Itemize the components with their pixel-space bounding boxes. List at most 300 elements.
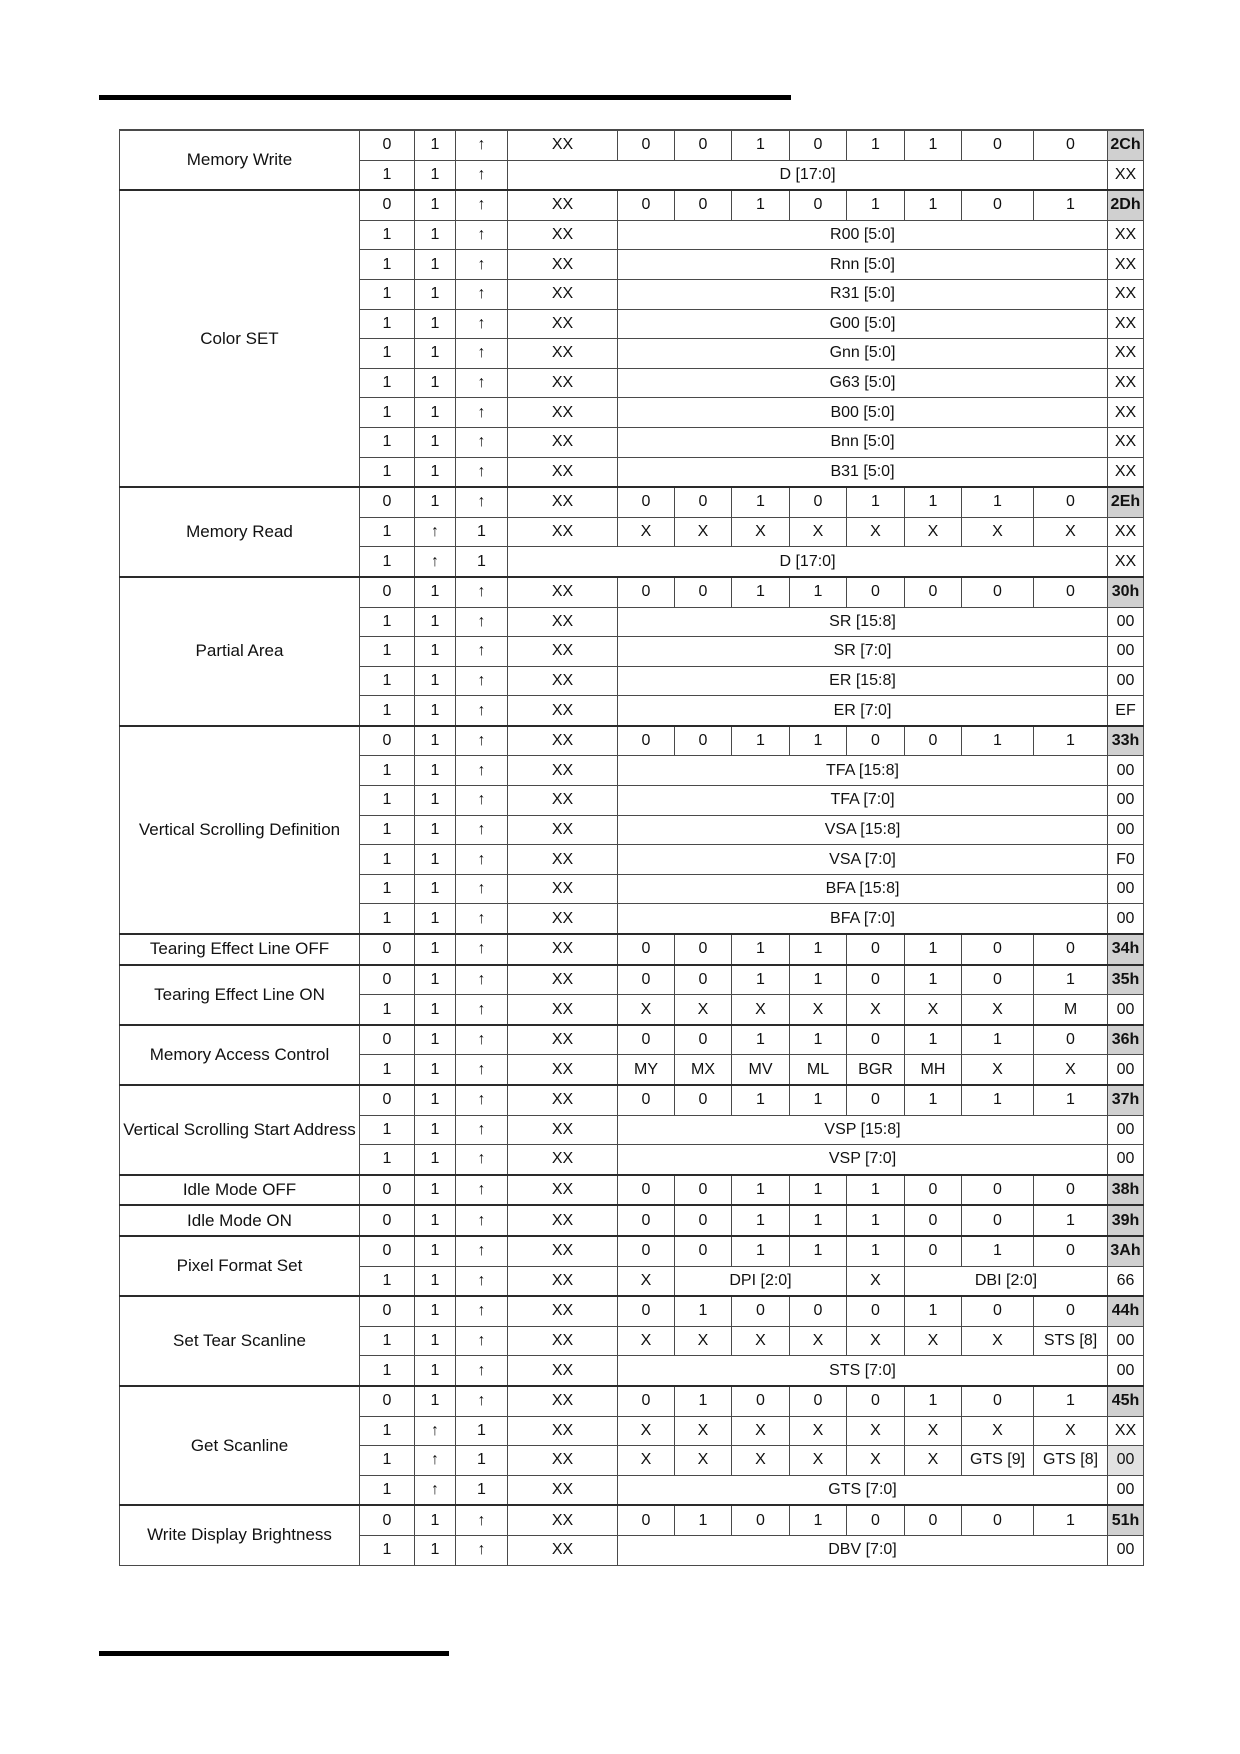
command-name: Partial Area	[120, 577, 360, 726]
bit-cell-d4: 1	[790, 1175, 847, 1206]
dcx-cell: 1	[360, 457, 415, 487]
bit-cell-d0: X	[1034, 1055, 1108, 1085]
dcx-cell: 0	[360, 965, 415, 995]
bit-cell-d6: 0	[675, 1205, 732, 1236]
bit-cell-d7: X	[618, 1416, 675, 1446]
bit-cell-d6: 0	[675, 1236, 732, 1266]
bit-cell-d7: 0	[618, 1175, 675, 1206]
d17-8-cell: XX	[508, 786, 618, 816]
dcx-cell: 1	[360, 1446, 415, 1476]
wrx-cell: ↑	[456, 1326, 508, 1356]
bit-group-cell: DPI [2:0]	[675, 1266, 847, 1296]
wrx-cell: ↑	[456, 1356, 508, 1386]
d17-8-cell: XX	[508, 1296, 618, 1326]
hex-code-cell: 00	[1108, 1115, 1144, 1145]
bit-cell-d2: 0	[905, 726, 962, 756]
wrx-cell: ↑	[456, 1175, 508, 1206]
bit-cell-d3: BGR	[847, 1055, 905, 1085]
dcx-cell: 1	[360, 995, 415, 1025]
data-field-cell: R00 [5:0]	[618, 220, 1108, 250]
hex-code-cell: 00	[1108, 1356, 1144, 1386]
d17-8-cell: XX	[508, 1386, 618, 1416]
bit-cell-d5: 1	[732, 1205, 790, 1236]
rdx-cell: 1	[415, 1266, 456, 1296]
wrx-cell: ↑	[456, 1115, 508, 1145]
bit-cell-d0: 1	[1034, 1085, 1108, 1115]
hex-code-cell: 51h	[1108, 1505, 1144, 1535]
dcx-cell: 1	[360, 1326, 415, 1356]
data-field-cell: TFA [15:8]	[618, 756, 1108, 786]
d17-8-cell: XX	[508, 577, 618, 607]
bit-cell-d4: 1	[790, 1236, 847, 1266]
rdx-cell: 1	[415, 398, 456, 428]
bit-cell-d6: 1	[675, 1296, 732, 1326]
wrx-cell: ↑	[456, 1535, 508, 1565]
bit-group-cell: DBI [2:0]	[905, 1266, 1108, 1296]
bit-cell-d6: 0	[675, 1025, 732, 1055]
bit-cell-d7: 0	[618, 1236, 675, 1266]
bit-cell-d1: X	[962, 995, 1034, 1025]
bit-cell-d7: 0	[618, 1025, 675, 1055]
wrx-cell: ↑	[456, 815, 508, 845]
bit-cell-d3: 0	[847, 1505, 905, 1535]
d17-8-cell: XX	[508, 130, 618, 160]
d17-8-cell: XX	[508, 637, 618, 667]
bit-cell-d0: 1	[1034, 1386, 1108, 1416]
bit-cell-d4: X	[790, 1326, 847, 1356]
d17-8-cell: XX	[508, 726, 618, 756]
header-rule	[99, 95, 791, 100]
bit-cell-d2: 1	[905, 1085, 962, 1115]
dcx-cell: 0	[360, 1236, 415, 1266]
rdx-cell: 1	[415, 1085, 456, 1115]
d17-8-cell: XX	[508, 1175, 618, 1206]
bit-cell-d4: 0	[790, 1386, 847, 1416]
wrx-cell: ↑	[456, 1205, 508, 1236]
bit-cell-d4: X	[790, 995, 847, 1025]
wrx-cell: ↑	[456, 250, 508, 280]
bit-cell-d1: 0	[962, 130, 1034, 160]
d17-8-cell: XX	[508, 607, 618, 637]
wrx-cell: ↑	[456, 368, 508, 398]
bit-cell-d7: 0	[618, 130, 675, 160]
command-row	[120, 487, 1144, 517]
bit-cell-d4: X	[790, 517, 847, 547]
bit-cell-d6: 0	[675, 190, 732, 220]
footer-rule	[99, 1651, 449, 1656]
bit-cell-d6: X	[675, 1446, 732, 1476]
command-row	[120, 726, 1144, 756]
dcx-cell: 1	[360, 1115, 415, 1145]
hex-code-cell: 36h	[1108, 1025, 1144, 1055]
bit-cell-d7: MY	[618, 1055, 675, 1085]
rdx-cell: 1	[415, 130, 456, 160]
d17-8-cell: XX	[508, 1025, 618, 1055]
d17-8-cell: XX	[508, 666, 618, 696]
hex-code-cell: 00	[1108, 1446, 1144, 1476]
wrx-cell: 1	[456, 1446, 508, 1476]
bit-cell-d1: 0	[962, 1205, 1034, 1236]
d17-8-cell: XX	[508, 1055, 618, 1085]
hex-code-cell: XX	[1108, 427, 1144, 457]
wrx-cell: ↑	[456, 934, 508, 965]
dcx-cell: 1	[360, 756, 415, 786]
wrx-cell: 1	[456, 1416, 508, 1446]
d17-8-cell: XX	[508, 339, 618, 369]
dcx-cell: 0	[360, 130, 415, 160]
dcx-cell: 1	[360, 250, 415, 280]
bit-cell-d5: 1	[732, 1236, 790, 1266]
wrx-cell: ↑	[456, 160, 508, 190]
data-field-cell: TFA [7:0]	[618, 786, 1108, 816]
hex-code-cell: XX	[1108, 309, 1144, 339]
dcx-cell: 0	[360, 1085, 415, 1115]
bit-cell-d5: 1	[732, 130, 790, 160]
command-row	[120, 1386, 1144, 1416]
hex-code-cell: 3Ah	[1108, 1236, 1144, 1266]
bit-cell-d1: X	[962, 517, 1034, 547]
rdx-cell: 1	[415, 1145, 456, 1175]
d17-8-cell: XX	[508, 1535, 618, 1565]
bit-cell-d2: 1	[905, 1296, 962, 1326]
dcx-cell: 1	[360, 637, 415, 667]
rdx-cell: 1	[415, 457, 456, 487]
wrx-cell: 1	[456, 547, 508, 577]
rdx-cell: 1	[415, 1356, 456, 1386]
rdx-cell: 1	[415, 1535, 456, 1565]
bit-cell-d4: 0	[790, 487, 847, 517]
bit-cell-d2: 1	[905, 1386, 962, 1416]
rdx-cell: 1	[415, 637, 456, 667]
dcx-cell: 1	[360, 845, 415, 875]
hex-code-cell: XX	[1108, 368, 1144, 398]
wrx-cell: ↑	[456, 666, 508, 696]
dcx-cell: 0	[360, 934, 415, 965]
bit-cell-d0: GTS [8]	[1034, 1446, 1108, 1476]
wrx-cell: ↑	[456, 696, 508, 726]
bit-cell-d5: X	[732, 1446, 790, 1476]
bit-cell-d5: 1	[732, 487, 790, 517]
bit-cell-d0: 0	[1034, 577, 1108, 607]
rdx-cell: 1	[415, 577, 456, 607]
bit-cell-d5: 1	[732, 577, 790, 607]
hex-code-cell: 35h	[1108, 965, 1144, 995]
wrx-cell: ↑	[456, 457, 508, 487]
bit-cell-d2: 1	[905, 965, 962, 995]
wrx-cell: ↑	[456, 965, 508, 995]
bit-cell-d4: X	[790, 1446, 847, 1476]
command-table	[119, 129, 1144, 1566]
command-name: Memory Write	[120, 130, 360, 190]
bit-cell-d5: 1	[732, 1085, 790, 1115]
bit-cell-d7: 0	[618, 1505, 675, 1535]
dcx-cell: 1	[360, 1145, 415, 1175]
bit-cell-d5: 0	[732, 1296, 790, 1326]
command-name: Write Display Brightness	[120, 1505, 360, 1565]
bit-cell-d2: X	[905, 1416, 962, 1446]
bit-cell-d6: 0	[675, 726, 732, 756]
d17-8-cell: XX	[508, 190, 618, 220]
bit-cell-d0: X	[1034, 1416, 1108, 1446]
data-field-cell: R31 [5:0]	[618, 279, 1108, 309]
command-name: Get Scanline	[120, 1386, 360, 1505]
hex-code-cell: XX	[1108, 339, 1144, 369]
command-name: Memory Access Control	[120, 1025, 360, 1085]
command-name: Vertical Scrolling Definition	[120, 726, 360, 934]
command-name: Tearing Effect Line ON	[120, 965, 360, 1025]
hex-code-cell: XX	[1108, 547, 1144, 577]
dcx-cell: 1	[360, 607, 415, 637]
data-field-cell: GTS [7:0]	[618, 1475, 1108, 1505]
bit-cell-d3: X	[847, 1446, 905, 1476]
data-field-cell: SR [15:8]	[618, 607, 1108, 637]
bit-cell-d5: 1	[732, 726, 790, 756]
dcx-cell: 1	[360, 1055, 415, 1085]
bit-cell-d1: 1	[962, 1236, 1034, 1266]
dcx-cell: 1	[360, 666, 415, 696]
bit-cell-d3: X	[847, 1416, 905, 1446]
dcx-cell: 1	[360, 1416, 415, 1446]
dcx-cell: 1	[360, 398, 415, 428]
bit-cell-d7: 0	[618, 577, 675, 607]
bit-cell-d4: 1	[790, 934, 847, 965]
bit-cell-d2: 1	[905, 487, 962, 517]
wrx-cell: ↑	[456, 398, 508, 428]
hex-code-cell: 00	[1108, 1055, 1144, 1085]
d17-8-cell: XX	[508, 398, 618, 428]
command-name: Set Tear Scanline	[120, 1296, 360, 1386]
bit-cell-d1: X	[962, 1416, 1034, 1446]
rdx-cell: 1	[415, 1205, 456, 1236]
command-name: Memory Read	[120, 487, 360, 577]
wrx-cell: ↑	[456, 1236, 508, 1266]
rdx-cell: 1	[415, 190, 456, 220]
d17-8-cell: XX	[508, 1145, 618, 1175]
command-name: Idle Mode OFF	[120, 1175, 360, 1206]
data-field-cell: ER [15:8]	[618, 666, 1108, 696]
command-row	[120, 1505, 1144, 1535]
d17-8-cell: XX	[508, 1326, 618, 1356]
rdx-cell: 1	[415, 1386, 456, 1416]
rdx-cell: 1	[415, 1175, 456, 1206]
data-field-cell: VSA [15:8]	[618, 815, 1108, 845]
d17-8-cell: XX	[508, 1266, 618, 1296]
command-row	[120, 190, 1144, 220]
hex-code-cell: 2Eh	[1108, 487, 1144, 517]
bit-cell-d0: 0	[1034, 1236, 1108, 1266]
hex-code-cell: 00	[1108, 1475, 1144, 1505]
dcx-cell: 1	[360, 696, 415, 726]
bit-cell-d6: X	[675, 1326, 732, 1356]
bit-cell-d2: X	[905, 517, 962, 547]
wrx-cell: ↑	[456, 786, 508, 816]
bit-cell-d5: X	[732, 1416, 790, 1446]
bit-cell-d6: 0	[675, 130, 732, 160]
bit-cell-d6: 0	[675, 1085, 732, 1115]
bit-cell-d2: X	[905, 1446, 962, 1476]
bit-cell-d6: 0	[675, 487, 732, 517]
bit-cell-d5: X	[732, 1326, 790, 1356]
wrx-cell: ↑	[456, 1266, 508, 1296]
bit-cell-d3: 0	[847, 1085, 905, 1115]
hex-code-cell: 00	[1108, 1145, 1144, 1175]
bit-cell-d1: 0	[962, 1296, 1034, 1326]
wrx-cell: 1	[456, 517, 508, 547]
bit-cell-d0: 1	[1034, 965, 1108, 995]
bit-cell-d1: 1	[962, 1025, 1034, 1055]
dcx-cell: 1	[360, 1266, 415, 1296]
command-row	[120, 1205, 1144, 1236]
dcx-cell: 1	[360, 786, 415, 816]
d17-8-cell: XX	[508, 1356, 618, 1386]
wrx-cell: ↑	[456, 874, 508, 904]
rdx-cell: 1	[415, 1296, 456, 1326]
command-row	[120, 1085, 1144, 1115]
bit-cell-d6: 0	[675, 965, 732, 995]
bit-cell-d0: M	[1034, 995, 1108, 1025]
rdx-cell: 1	[415, 1505, 456, 1535]
d17-8-cell: XX	[508, 1115, 618, 1145]
bit-cell-d4: 1	[790, 1025, 847, 1055]
bit-cell-d7: 0	[618, 487, 675, 517]
command-row	[120, 1175, 1144, 1206]
bit-cell-d0: 1	[1034, 726, 1108, 756]
wrx-cell: ↑	[456, 427, 508, 457]
dcx-cell: 0	[360, 1296, 415, 1326]
rdx-cell: 1	[415, 160, 456, 190]
bit-cell-d1: 0	[962, 1175, 1034, 1206]
bit-cell-d3: 0	[847, 1296, 905, 1326]
rdx-cell: 1	[415, 607, 456, 637]
wrx-cell: ↑	[456, 756, 508, 786]
bit-cell-d4: 0	[790, 1296, 847, 1326]
wrx-cell: ↑	[456, 995, 508, 1025]
bit-cell-d1: X	[962, 1326, 1034, 1356]
rdx-cell: 1	[415, 995, 456, 1025]
hex-code-cell: 00	[1108, 874, 1144, 904]
rdx-cell: 1	[415, 1236, 456, 1266]
wrx-cell: ↑	[456, 845, 508, 875]
bit-group-cell: X	[847, 1266, 905, 1296]
bit-cell-d3: X	[847, 995, 905, 1025]
bit-cell-d2: 1	[905, 130, 962, 160]
d17-8-cell: XX	[508, 995, 618, 1025]
data-field-cell: SR [7:0]	[618, 637, 1108, 667]
dcx-cell: 1	[360, 904, 415, 934]
hex-code-cell: 34h	[1108, 934, 1144, 965]
bit-cell-d6: 1	[675, 1505, 732, 1535]
rdx-cell: 1	[415, 309, 456, 339]
bit-cell-d2: 1	[905, 190, 962, 220]
d17-8-cell: XX	[508, 427, 618, 457]
command-row	[120, 1025, 1144, 1055]
bit-cell-d7: 0	[618, 190, 675, 220]
bit-cell-d1: GTS [9]	[962, 1446, 1034, 1476]
command-row	[120, 965, 1144, 995]
command-name: Vertical Scrolling Start Address	[120, 1085, 360, 1175]
bit-cell-d1: 1	[962, 1085, 1034, 1115]
d17-8-cell: XX	[508, 904, 618, 934]
rdx-cell: 1	[415, 666, 456, 696]
command-row	[120, 1236, 1144, 1266]
bit-cell-d2: X	[905, 1326, 962, 1356]
d17-8-cell: XX	[508, 1236, 618, 1266]
bit-cell-d3: 0	[847, 965, 905, 995]
d17-8-cell: XX	[508, 250, 618, 280]
bit-cell-d4: 1	[790, 965, 847, 995]
bit-cell-d6: MX	[675, 1055, 732, 1085]
hex-code-cell: 00	[1108, 666, 1144, 696]
rdx-cell: 1	[415, 904, 456, 934]
d17-8-cell: XX	[508, 1416, 618, 1446]
d17-8-cell: XX	[508, 1505, 618, 1535]
hex-code-cell: 00	[1108, 637, 1144, 667]
bit-cell-d3: 0	[847, 726, 905, 756]
bit-cell-d7: 0	[618, 1085, 675, 1115]
hex-code-cell: 00	[1108, 786, 1144, 816]
wrx-cell: ↑	[456, 1025, 508, 1055]
d17-8-cell: XX	[508, 457, 618, 487]
wrx-cell: ↑	[456, 904, 508, 934]
rdx-cell: 1	[415, 874, 456, 904]
rdx-cell: 1	[415, 815, 456, 845]
dcx-cell: 1	[360, 160, 415, 190]
bit-cell-d5: 0	[732, 1386, 790, 1416]
bit-cell-d0: 0	[1034, 1175, 1108, 1206]
bit-cell-d0: 1	[1034, 1505, 1108, 1535]
bit-cell-d3: 1	[847, 487, 905, 517]
wrx-cell: ↑	[456, 279, 508, 309]
bit-cell-d2: 0	[905, 1505, 962, 1535]
bit-cell-d4: 1	[790, 1085, 847, 1115]
bit-cell-d6: X	[675, 1416, 732, 1446]
wrx-cell: ↑	[456, 130, 508, 160]
d17-8-cell: XX	[508, 874, 618, 904]
d17-8-cell: XX	[508, 309, 618, 339]
hex-code-cell: 2Ch	[1108, 130, 1144, 160]
data-field-cell: DBV [7:0]	[618, 1535, 1108, 1565]
d17-8-cell: XX	[508, 517, 618, 547]
bit-cell-d4: 1	[790, 577, 847, 607]
data-field-cell: BFA [15:8]	[618, 874, 1108, 904]
rdx-cell: 1	[415, 339, 456, 369]
hex-code-cell: XX	[1108, 160, 1144, 190]
dcx-cell: 1	[360, 874, 415, 904]
bit-cell-d5: 1	[732, 1175, 790, 1206]
bit-cell-d3: 0	[847, 934, 905, 965]
bit-cell-d1: 0	[962, 1386, 1034, 1416]
bit-cell-d0: 0	[1034, 934, 1108, 965]
bit-cell-d4: 1	[790, 1505, 847, 1535]
dcx-cell: 0	[360, 487, 415, 517]
command-row	[120, 577, 1144, 607]
dcx-cell: 0	[360, 1175, 415, 1206]
bit-cell-d4: 0	[790, 130, 847, 160]
bit-cell-d7: 0	[618, 726, 675, 756]
rdx-cell: 1	[415, 220, 456, 250]
hex-code-cell: 00	[1108, 1535, 1144, 1565]
bit-cell-d3: 1	[847, 1175, 905, 1206]
bit-cell-d7: X	[618, 995, 675, 1025]
data-field-cell: VSA [7:0]	[618, 845, 1108, 875]
rdx-cell: ↑	[415, 1416, 456, 1446]
bit-cell-d3: X	[847, 1326, 905, 1356]
d17-8-cell: XX	[508, 487, 618, 517]
dcx-cell: 1	[360, 1475, 415, 1505]
bit-cell-d5: 1	[732, 190, 790, 220]
rdx-cell: 1	[415, 696, 456, 726]
data-field-cell: Bnn [5:0]	[618, 427, 1108, 457]
